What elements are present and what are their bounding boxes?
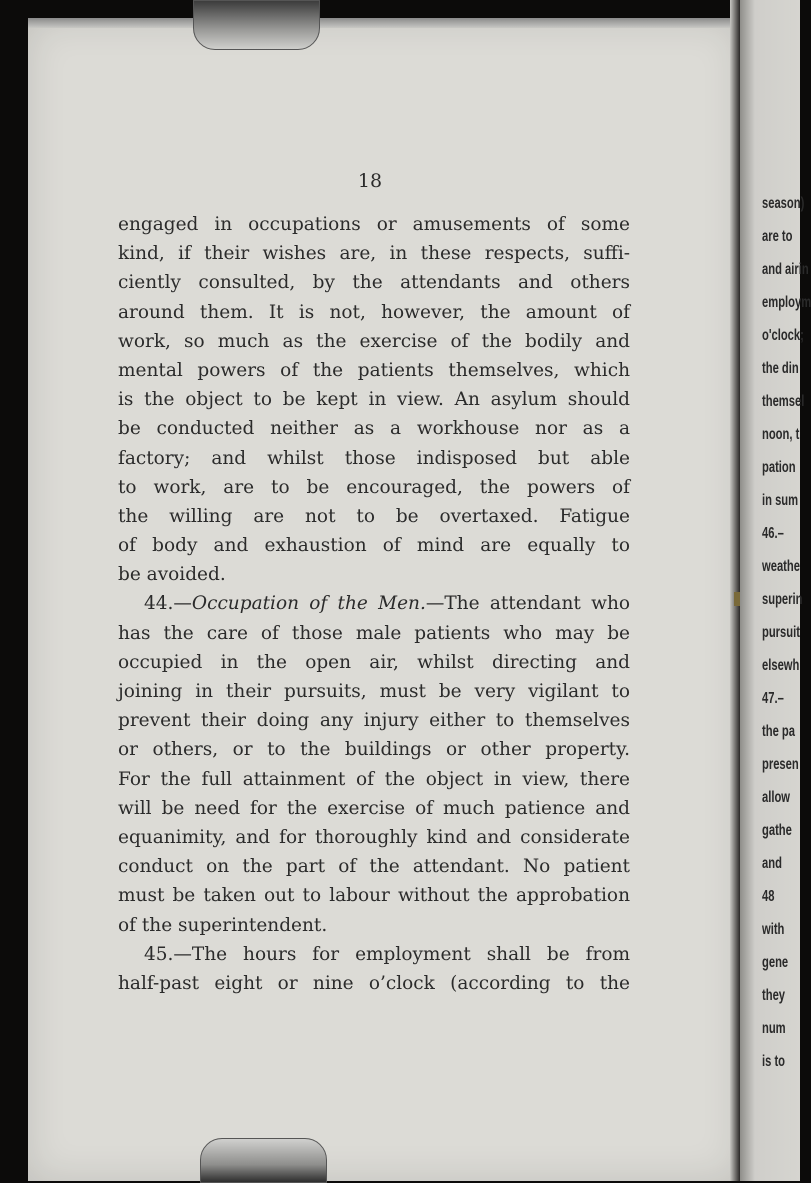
section-44-first-line <box>118 589 630 618</box>
facing-page-text: the din <box>762 360 799 377</box>
text-line: equanimity, and for thoroughly kind and considerate <box>118 826 630 848</box>
facing-page-text: and <box>762 855 782 872</box>
text-line: the willing are not to be overtaxed. Fatigue <box>118 505 630 527</box>
facing-page-text: season) <box>762 195 805 212</box>
text-line: joining in their pursuits, must be very vigilant to <box>118 681 630 702</box>
text-line: prevent their doing any injury either to themselves <box>118 710 630 732</box>
text-line: of the superintendent. <box>118 914 328 936</box>
text-line: be conducted neither as a workhouse nor as a <box>118 418 630 440</box>
book-gutter <box>730 0 740 1181</box>
facing-page-text: are to <box>762 228 793 245</box>
text-line: to work, are to be encouraged, the powers of <box>118 476 630 498</box>
facing-page-text: num <box>762 1020 786 1037</box>
body-text <box>118 210 630 998</box>
facing-page-text: 47.– <box>762 690 784 707</box>
text-line: mental powers of the patients themselves, which <box>118 359 630 381</box>
text-line: kind, if their wishes are, in these respects, suffi- <box>118 243 630 265</box>
facing-page-text: pursuit <box>762 624 800 641</box>
facing-page-text: is to <box>762 1053 786 1070</box>
facing-page-text: elsewh <box>762 657 800 674</box>
text-line: half-past eight or nine o’clock (according to the <box>118 972 630 994</box>
section-number: 44.— <box>144 593 192 615</box>
facing-page-text: they <box>762 987 786 1004</box>
facing-page-text: and airin <box>762 261 809 278</box>
bottom-page-clip <box>200 1138 327 1183</box>
text-line: For the full attainment of the object in view, there <box>118 768 630 790</box>
section-heading: Occupation of the Men. <box>191 593 426 615</box>
text-line: work, so much as the exercise of the bodily and <box>118 330 630 352</box>
text-line: be avoided. <box>118 564 226 586</box>
text-line: engaged in occupations or amusements of some <box>118 214 630 235</box>
facing-page-text: noon, t <box>762 426 800 443</box>
page-number: 18 <box>357 170 383 192</box>
facing-page-text: gathe <box>762 822 792 839</box>
facing-page-text: 48 <box>762 888 775 905</box>
facing-page-text: in sum <box>762 492 799 509</box>
page-top-edge <box>28 18 740 28</box>
facing-page-text: allow <box>762 789 791 806</box>
facing-page-text: gene <box>762 954 789 971</box>
facing-page-text: superin <box>762 591 803 608</box>
text-line: must be taken out to labour without the approbation <box>118 885 630 907</box>
facing-page-text: the pa <box>762 723 795 740</box>
facing-page-text: 46.– <box>762 525 784 542</box>
text-line: is the object to be kept in view. An asylum should <box>118 389 630 411</box>
facing-page-text: themsel <box>762 393 805 410</box>
facing-page-text: employm <box>762 294 811 311</box>
text-line: or others, or to the buildings or other property. <box>118 739 630 761</box>
facing-page-text: weathe <box>762 558 800 575</box>
text-line: will be need for the exercise of much patience and <box>118 797 630 819</box>
text-line: ciently consulted, by the attendants and others <box>118 272 630 294</box>
section-text: —The attendant who <box>425 593 630 615</box>
text-line: factory; and whilst those indisposed but able <box>118 447 630 469</box>
facing-page-text: with <box>762 921 785 938</box>
text-line: of body and exhaustion of mind are equally to <box>118 535 630 557</box>
text-line: conduct on the part of the attendant. No patient <box>118 856 630 878</box>
facing-page-text: pation <box>762 459 796 476</box>
facing-page-fragment <box>740 0 811 1181</box>
text-line: has the care of those male patients who may be <box>118 622 630 644</box>
facing-page-text: presen <box>762 756 799 773</box>
text-line: occupied in the open air, whilst directing and <box>118 651 630 673</box>
section-45-first-line: 45.—The hours for employment shall be from <box>144 943 630 965</box>
top-page-clip <box>193 0 320 50</box>
text-line: around them. It is not, however, the amount of <box>118 301 630 323</box>
facing-page-text: o'clock; <box>762 327 804 344</box>
